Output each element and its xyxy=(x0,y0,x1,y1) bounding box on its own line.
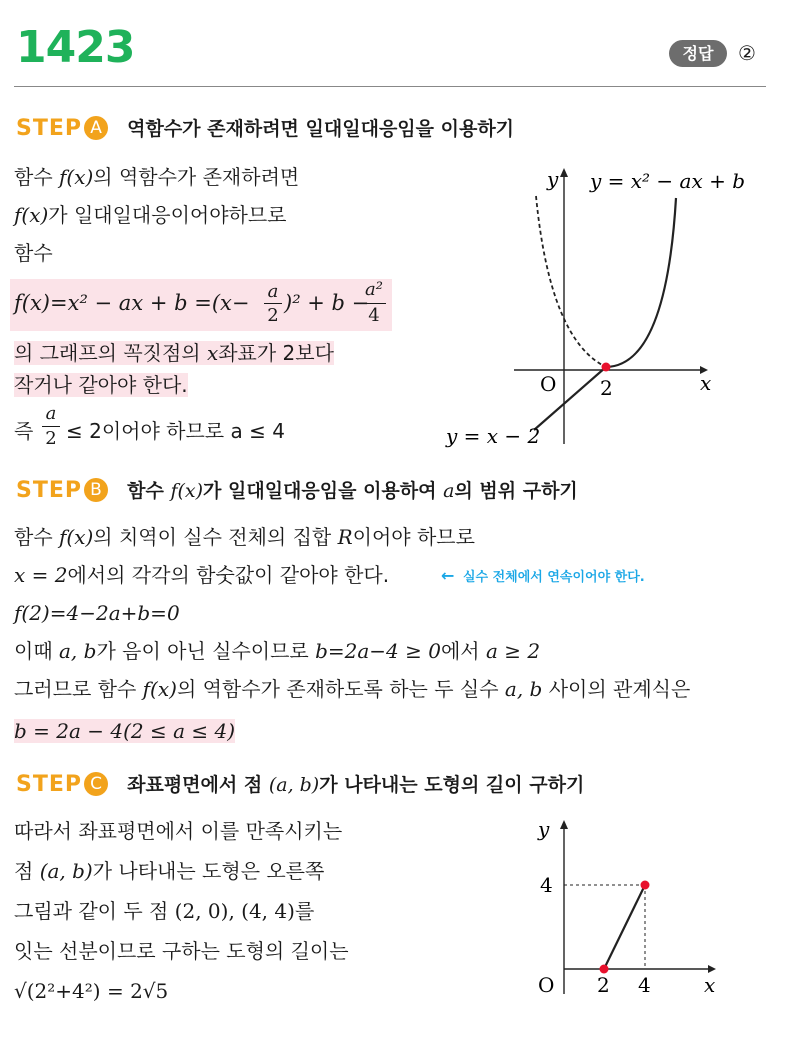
step-a-line1 xyxy=(14,164,299,190)
problem-number: 1423 xyxy=(16,22,135,73)
text: 에서 xyxy=(440,639,486,663)
point-4-4 xyxy=(641,881,650,890)
math-point: (a, b) xyxy=(268,774,320,796)
tick-x2-label: 2 xyxy=(597,973,610,997)
step-a-line5 xyxy=(14,340,334,366)
math-fx: f(x) xyxy=(142,677,177,701)
math-ab: a, b xyxy=(504,677,543,701)
note-text: 실수 전체에서 연속이어야 한다. xyxy=(462,570,645,585)
parabola-graph xyxy=(430,160,760,450)
step-b-line3: f(2)=4−2a+b=0 xyxy=(14,601,180,625)
text: 이어야 하므로 xyxy=(352,525,475,549)
header-divider xyxy=(14,86,766,87)
tick-y4-label: 4 xyxy=(540,873,553,897)
step-a-line7 xyxy=(14,418,33,444)
math-result: a ≥ 2 xyxy=(485,639,541,663)
math-fx: f(x) xyxy=(59,525,94,549)
step-a-line2 xyxy=(14,202,287,228)
text: 작거나 같아야 한다. xyxy=(14,373,188,397)
step-c-header xyxy=(16,770,584,797)
frac2-den: 4 xyxy=(368,305,380,326)
step-c-line2 xyxy=(14,858,324,884)
frac3-den: 2 xyxy=(45,428,57,449)
continuity-note xyxy=(441,567,645,587)
frac3-bar xyxy=(42,426,60,427)
frac2-num: a² xyxy=(365,279,383,300)
math-eq: b=2a−4 ≥ 0 xyxy=(315,639,441,663)
text: 좌표평면에서 점 xyxy=(127,774,269,796)
math-a: a xyxy=(443,480,455,502)
text: 함수 xyxy=(127,480,171,502)
text: 의 치역이 실수 전체의 집합 xyxy=(93,525,338,549)
step-b-line4 xyxy=(14,638,540,664)
step-a-title: 역함수가 존재하려면 일대일대응임을 이용하기 xyxy=(127,118,515,140)
step-a-line3: 함수 xyxy=(14,241,53,265)
step-b-line6 xyxy=(10,716,239,746)
text: 의 역함수가 존재하도록 하는 두 실수 xyxy=(176,677,505,701)
answer-badge: 정답 xyxy=(669,40,727,67)
step-c-title xyxy=(127,774,584,796)
step-a-label: STEP xyxy=(16,116,83,141)
frac1-bar xyxy=(264,303,282,304)
math-fx: f(x) xyxy=(59,165,94,189)
step-b-letter: B xyxy=(84,478,108,502)
text: 함수 xyxy=(14,165,59,189)
frac1-den: 2 xyxy=(267,305,279,326)
y-axis-arrow xyxy=(560,168,568,177)
step-a-header xyxy=(16,114,514,141)
text: 이때 xyxy=(14,639,59,663)
step-b-title xyxy=(127,480,578,502)
step-b-line2 xyxy=(14,562,389,588)
step-b-line5 xyxy=(14,676,690,702)
origin-label: O xyxy=(540,372,557,396)
step-a-letter: A xyxy=(84,116,108,140)
text: 의 그래프의 꼭짓점의 xyxy=(14,341,207,365)
math-points: (2, 0), (4, 4) xyxy=(174,899,295,923)
text: 가 나타내는 도형은 오른쪽 xyxy=(92,859,325,883)
text: 그러므로 함수 xyxy=(14,677,143,701)
tick-2-label: 2 xyxy=(600,376,613,400)
curve-label: y = x² − ax + b xyxy=(590,169,746,193)
relation-result: b = 2a − 4(2 ≤ a ≤ 4) xyxy=(14,719,236,743)
parabola-solid-branch xyxy=(606,198,676,367)
step-c-line4: 잇는 선분이므로 구하는 도형의 길이는 xyxy=(14,939,349,963)
segment xyxy=(604,885,645,969)
frac1-num: a xyxy=(267,281,279,302)
left-arrow-icon: ← xyxy=(441,566,455,585)
text: 가 음이 아닌 실수이므로 xyxy=(96,639,316,663)
text: 즉 xyxy=(14,419,34,443)
text: 사이의 관계식은 xyxy=(542,677,691,701)
text: 가 일대일대응이어야하므로 xyxy=(48,203,287,227)
y-axis-arrow xyxy=(560,820,568,829)
origin-label: O xyxy=(538,973,555,997)
step-c-label: STEP xyxy=(16,772,83,797)
math-x-eq-2: x = 2 xyxy=(14,563,68,587)
parabola-dashed-branch xyxy=(536,196,606,367)
step-c-line5: √(2²+4²) = 2√5 xyxy=(14,979,169,1003)
step-a-line7-post: ≤ 2이어야 하므로 a ≤ 4 xyxy=(66,419,285,443)
step-a-line6 xyxy=(14,372,188,398)
text: 가 나타내는 도형의 길이 구하기 xyxy=(319,774,585,796)
frac3-num: a xyxy=(45,403,57,424)
segment-graph xyxy=(520,812,740,1002)
text: 를 xyxy=(294,899,315,923)
vertex-point xyxy=(602,363,611,372)
step-c-line1: 따라서 좌표평면에서 이를 만족시키는 xyxy=(14,819,343,843)
math-fx: f(x) xyxy=(170,480,204,502)
step-c-letter: C xyxy=(84,772,108,796)
math-fx: f(x) xyxy=(14,203,49,227)
tick-x4-label: 4 xyxy=(638,973,651,997)
step-c-line3 xyxy=(14,898,314,924)
text: 의 범위 구하기 xyxy=(454,480,578,502)
math-R: R xyxy=(337,525,353,549)
math-point: (a, b) xyxy=(39,859,93,883)
text: 그림과 같이 두 점 xyxy=(14,899,175,923)
y-axis-label: y xyxy=(538,817,550,841)
text: 에서의 각각의 함숫값이 같아야 한다. xyxy=(67,563,390,587)
answer-value: ② xyxy=(738,41,756,65)
step-b-label: STEP xyxy=(16,478,83,503)
text: 함수 xyxy=(14,525,59,549)
y-axis-label: y xyxy=(547,167,559,191)
step-b-header xyxy=(16,476,578,503)
frac2-bar xyxy=(362,303,386,304)
x-axis-arrow xyxy=(708,965,716,973)
text: 의 역함수가 존재하려면 xyxy=(93,165,300,189)
math-x: x xyxy=(206,341,219,365)
text: 가 일대일대응임을 이용하여 xyxy=(203,480,444,502)
math-ab: a, b xyxy=(59,639,97,663)
text: 점 xyxy=(14,859,40,883)
x-axis-label: x xyxy=(704,973,716,997)
line-label: y = x − 2 xyxy=(446,424,541,448)
step-b-line1 xyxy=(14,524,475,550)
text: 좌표가 2보다 xyxy=(218,341,334,365)
formula-lhs: f(x)=x² − ax + b =(x− xyxy=(14,291,250,315)
formula-mid: )² + b − xyxy=(284,291,370,315)
x-axis-label: x xyxy=(700,371,712,395)
